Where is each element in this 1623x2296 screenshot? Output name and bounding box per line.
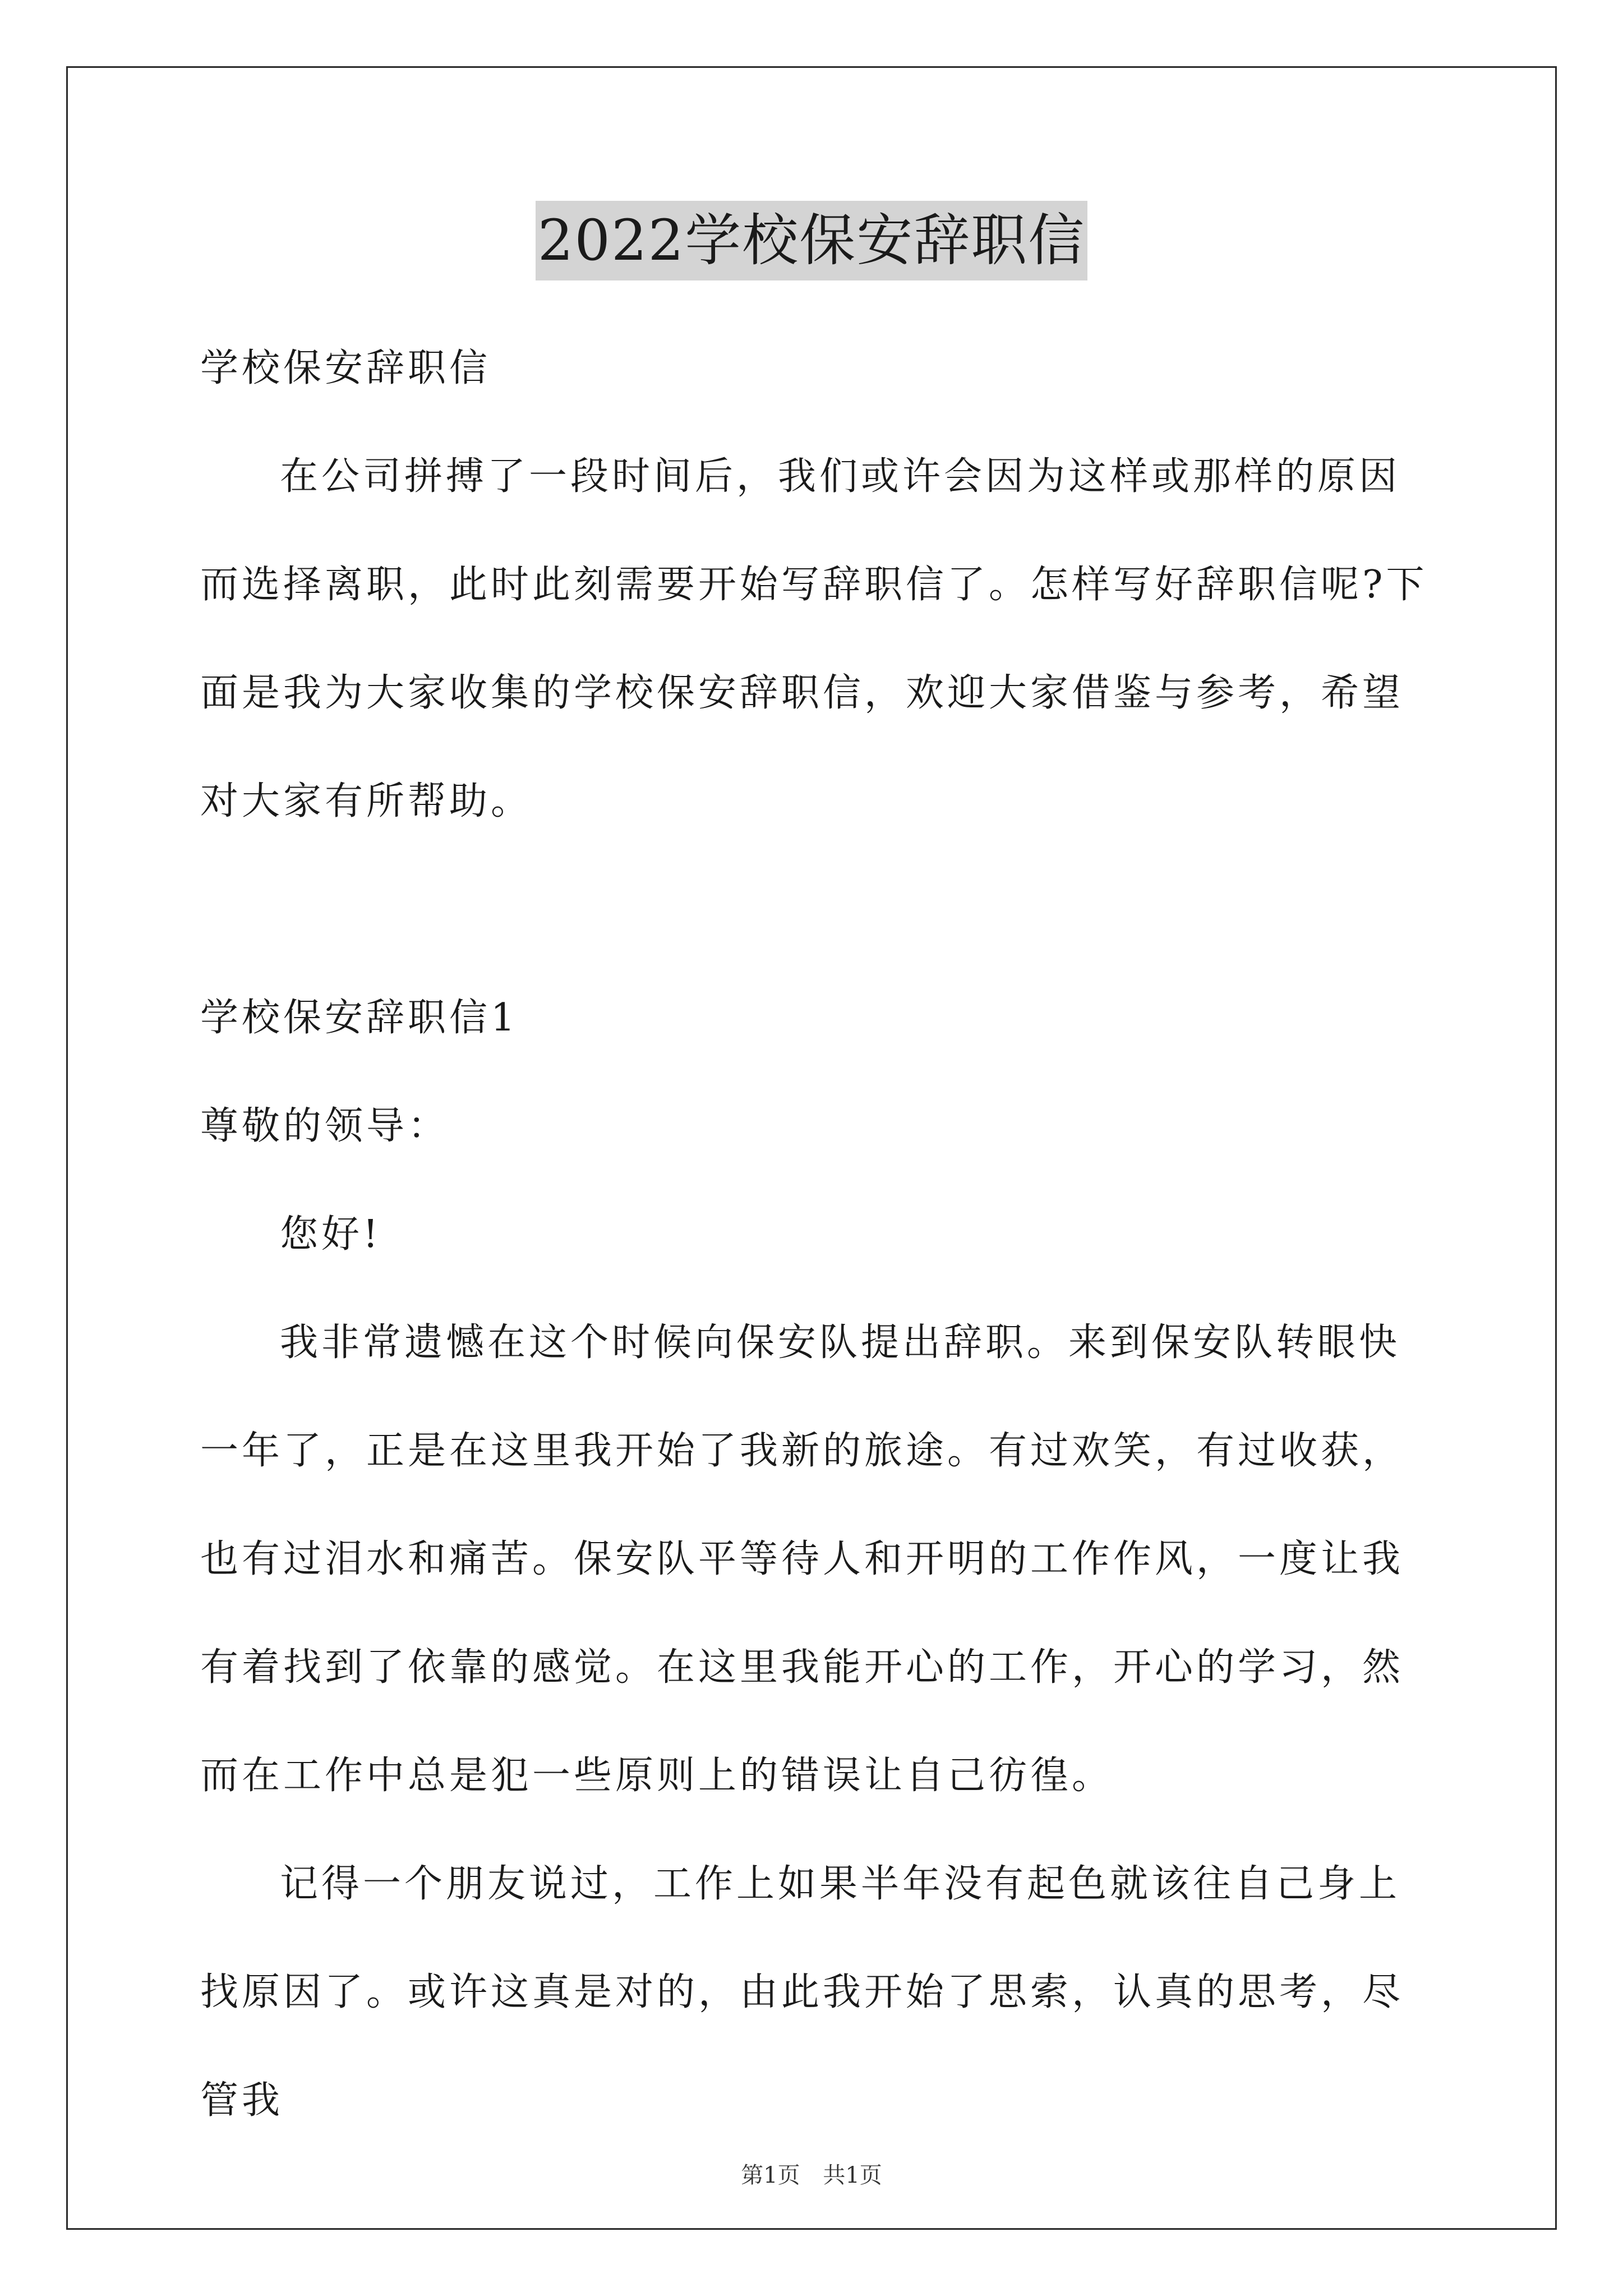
title-container xyxy=(0,201,1623,280)
salutation: 尊敬的领导： xyxy=(200,1104,450,1148)
intro-paragraph: 在公司拼搏了一段时间后，我们或许会因为这样或那样的原因而选择离职，此时此刻需要开始写辞职信了。怎样写好辞职信呢?下面是我为大家收集的学校保安辞职信，欢迎大家借鉴与参考，希望对大家有所帮助。 xyxy=(200,454,1428,823)
page-number-total: 共1页 xyxy=(823,2162,882,2188)
page-footer xyxy=(0,2159,1623,2192)
greeting: 您好! xyxy=(280,1212,382,1257)
document-title: 2022学校保安辞职信 xyxy=(536,201,1088,280)
document-body xyxy=(200,314,1428,2155)
body-paragraph-1: 我非常遗憾在这个时候向保安队提出辞职。来到保安队转眼快一年了，正是在这里我开始了我新的旅途。有过欢笑，有过收获，也有过泪水和痛苦。保安队平等待人和开明的工作作风，一度让我有着找到了依靠的感觉。在这里我能开心的工作，开心的学习，然而在工作中总是犯一些原则上的错误让自己彷徨。 xyxy=(200,1320,1404,1798)
section-heading: 学校保安辞职信1 xyxy=(200,996,519,1040)
document-subtitle: 学校保安辞职信 xyxy=(200,346,491,390)
body-paragraph-2: 记得一个朋友说过，工作上如果半年没有起色就该往自己身上找原因了。或许这真是对的，由此我开始了思索，认真的思考，尽管我 xyxy=(200,1862,1404,2123)
page-number-current: 第1页 xyxy=(741,2162,800,2188)
